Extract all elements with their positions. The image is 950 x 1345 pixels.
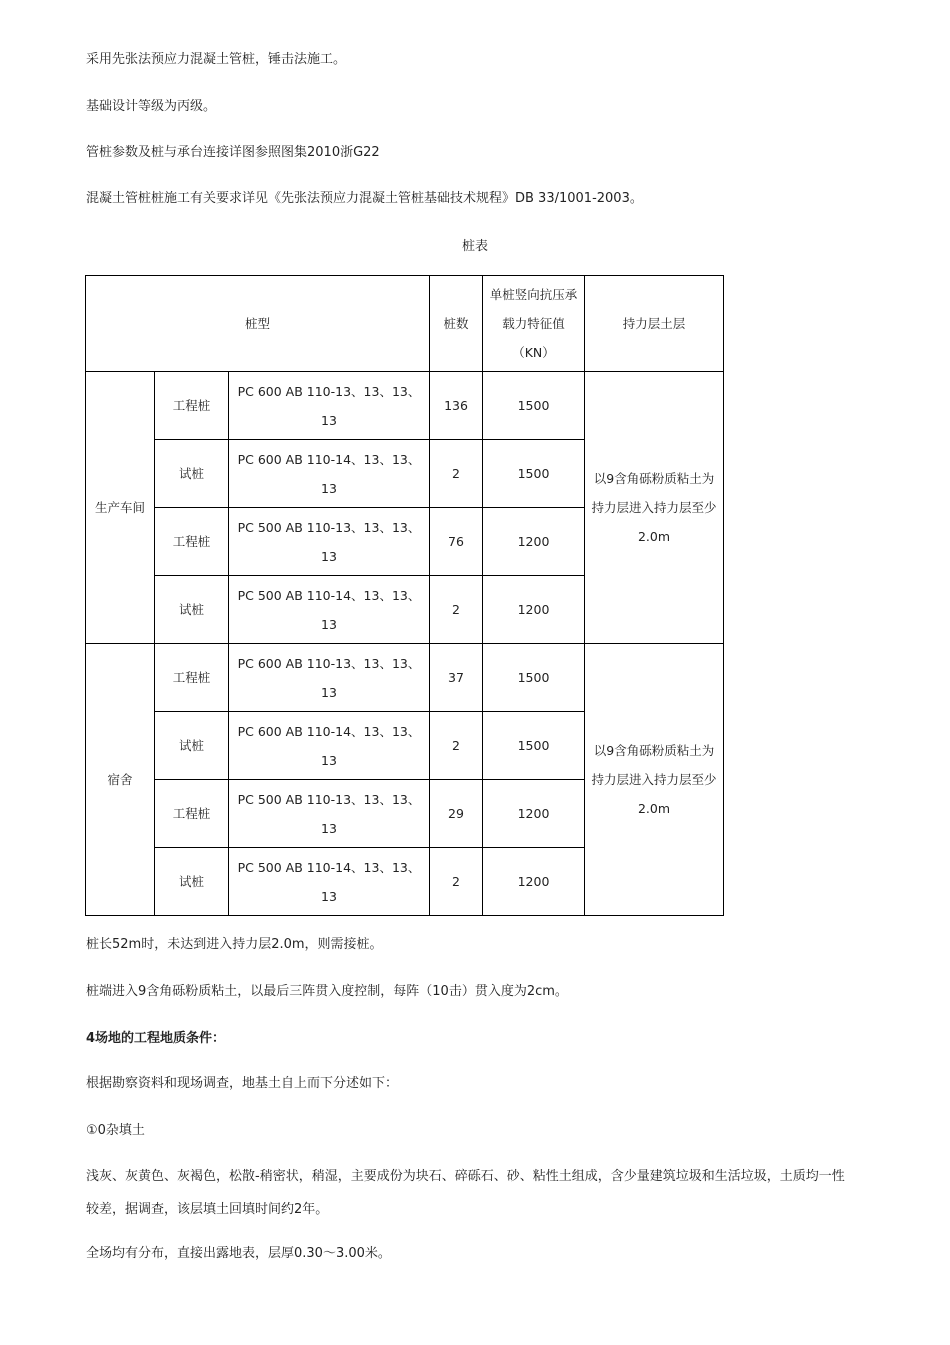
- pile-spec: PC 600 AB 110-14、13、13、13: [229, 440, 430, 508]
- pile-capacity: 1500: [483, 712, 585, 780]
- pile-kind: 试桩: [155, 440, 229, 508]
- bearing-layer: 以9含角砾粉质粘土为持力层进入持力层至少2.0m: [585, 644, 724, 916]
- pile-spec: PC 600 AB 110-14、13、13、13: [229, 712, 430, 780]
- pile-capacity: 1200: [483, 780, 585, 848]
- intro-paragraph-3: 管桩参数及桩与承台连接详图参照图集2010浙G22: [86, 145, 380, 160]
- pile-kind: 工程桩: [155, 780, 229, 848]
- pile-capacity: 1200: [483, 576, 585, 644]
- group-name: 宿舍: [86, 644, 155, 916]
- table-header-row: [86, 276, 724, 372]
- paragraph-fill-description: 浅灰、灰黄色、灰褐色，松散-稍密状，稍湿，主要成份为块石、碎砾石、砂、粘性土组成，含少量建筑垃圾和生活垃圾，土质均一性较差，据调查，该层填土回填时间约2年。: [86, 1169, 845, 1217]
- pile-table: [85, 275, 724, 916]
- pile-spec: PC 500 AB 110-14、13、13、13: [229, 576, 430, 644]
- table-caption: 桩表: [461, 239, 488, 254]
- pile-spec: PC 600 AB 110-13、13、13、13: [229, 372, 430, 440]
- pile-capacity: 1500: [483, 440, 585, 508]
- intro-paragraph-2: 基础设计等级为丙级。: [86, 99, 217, 114]
- section-heading-geology: 4场地的工程地质条件：: [86, 1031, 226, 1046]
- header-count: 桩数: [430, 276, 483, 372]
- pile-count: 2: [430, 576, 483, 644]
- pile-capacity: 1200: [483, 848, 585, 916]
- table-row: [86, 644, 724, 712]
- pile-kind: 试桩: [155, 712, 229, 780]
- header-type: 桩型: [86, 276, 430, 372]
- pile-kind: 工程桩: [155, 508, 229, 576]
- pile-count: 2: [430, 848, 483, 916]
- paragraph-fill-distribution: 全场均有分布，直接出露地表，层厚0.30～3.00米。: [86, 1246, 391, 1261]
- pile-kind: 工程桩: [155, 644, 229, 712]
- bearing-layer: 以9含角砾粉质粘土为持力层进入持力层至少2.0m: [585, 372, 724, 644]
- layer-title-fill: ①0杂填土: [86, 1123, 145, 1138]
- header-layer: 持力层土层: [585, 276, 724, 372]
- pile-spec: PC 600 AB 110-13、13、13、13: [229, 644, 430, 712]
- pile-capacity: 1500: [483, 372, 585, 440]
- group-name: 生产车间: [86, 372, 155, 644]
- intro-paragraph-4: 混凝土管桩桩施工有关要求详见《先张法预应力混凝土管桩基础技术规程》DB 33/1001-2003。: [86, 191, 643, 206]
- pile-capacity: 1200: [483, 508, 585, 576]
- paragraph-pile-length: 桩长52m时，未达到进入持力层2.0m，则需接桩。: [86, 937, 383, 952]
- pile-spec: PC 500 AB 110-14、13、13、13: [229, 848, 430, 916]
- pile-kind: 工程桩: [155, 372, 229, 440]
- pile-count: 2: [430, 712, 483, 780]
- pile-kind: 试桩: [155, 848, 229, 916]
- intro-paragraph-1: 采用先张法预应力混凝土管桩，锤击法施工。: [86, 52, 347, 67]
- table-row: [86, 372, 724, 440]
- pile-spec: PC 500 AB 110-13、13、13、13: [229, 780, 430, 848]
- pile-count: 136: [430, 372, 483, 440]
- pile-count: 76: [430, 508, 483, 576]
- header-capacity: 单桩竖向抗压承载力特征值（KN）: [483, 276, 585, 372]
- paragraph-penetration: 桩端进入9含角砾粉质粘土，以最后三阵贯入度控制，每阵（10击）贯入度为2cm。: [86, 984, 568, 999]
- pile-spec: PC 500 AB 110-13、13、13、13: [229, 508, 430, 576]
- paragraph-survey: 根据勘察资料和现场调查，地基土自上而下分述如下：: [86, 1076, 399, 1091]
- pile-capacity: 1500: [483, 644, 585, 712]
- pile-count: 37: [430, 644, 483, 712]
- pile-count: 29: [430, 780, 483, 848]
- pile-kind: 试桩: [155, 576, 229, 644]
- pile-count: 2: [430, 440, 483, 508]
